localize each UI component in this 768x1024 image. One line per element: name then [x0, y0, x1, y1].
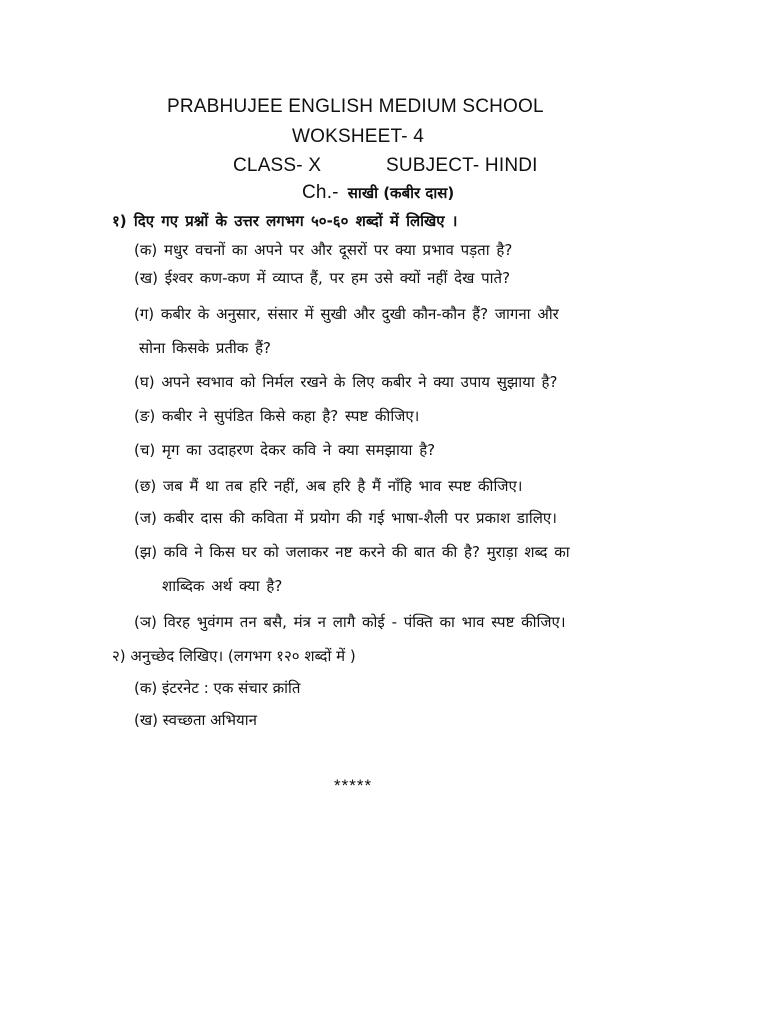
paragraph-topic-ka: (क) इंटरनेट : एक संचार क्रांति	[134, 679, 301, 697]
question-nya: (ञ) विरह भुवंगम तन बसै, मंत्र न लागै कोई - पंक्ति का भाव स्पष्ट कीजिए।	[134, 613, 566, 631]
question-jha: (झ) कवि ने किस घर को जलाकर नष्ट करने की बात की है? मुराड़ा शब्द का	[134, 543, 570, 561]
question-cha: (च) मृग का उदाहरण देकर कवि ने क्या समझाया है?	[134, 441, 436, 459]
question-gha: (घ) अपने स्वभाव को निर्मल रखने के लिए कबीर ने क्या उपाय सुझाया है?	[134, 373, 558, 391]
question-chha: (छ) जब मैं था तब हरि नहीं, अब हरि है मैं नाँहि भाव स्पष्ट कीजिए।	[134, 477, 523, 495]
question-jha-cont: शाब्दिक अर्थ क्या है?	[162, 577, 283, 595]
question-ka: (क) मधुर वचनों का अपने पर और दूसरों पर क्या प्रभाव पड़ता है?	[134, 241, 513, 259]
subject-label: SUBJECT- HINDI	[386, 155, 538, 176]
question-nga: (ङ) कबीर ने सुपंडित किसे कहा है? स्पष्ट कीजिए।	[134, 407, 420, 425]
question-ga-cont: सोना किसके प्रतीक हैं?	[139, 339, 272, 357]
paragraph-topic-kha: (ख) स्वच्छता अभियान	[134, 711, 257, 729]
section1-heading: १) दिए गए प्रश्नों के उत्तर लगभग ५०-६० शब्दों में लिखिए ।	[112, 212, 458, 230]
class-label: CLASS- X	[233, 155, 322, 176]
question-ja: (ज) कबीर दास की कविता में प्रयोग की गई भाषा-शैली पर प्रकाश डालिए।	[134, 509, 557, 527]
section2-heading: २) अनुच्छेद लिखिए। (लगभग १२० शब्दों में )	[112, 647, 356, 665]
worksheet-number: WOKSHEET- 4	[292, 126, 425, 147]
question-ga: (ग) कबीर के अनुसार, संसार में सुखी और दुखी कौन-कौन हैं? जागना और	[134, 305, 559, 323]
chapter-line	[302, 183, 454, 202]
chapter-prefix: Ch.-	[302, 182, 339, 203]
end-stars: *****	[334, 776, 373, 795]
school-name: PRABHUJEE ENGLISH MEDIUM SCHOOL	[167, 96, 544, 117]
question-kha: (ख) ईश्वर कण-कण में व्याप्त हैं, पर हम उसे क्यों नहीं देख पाते?	[134, 269, 511, 287]
chapter-title: साखी (कबीर दास)	[347, 184, 455, 202]
